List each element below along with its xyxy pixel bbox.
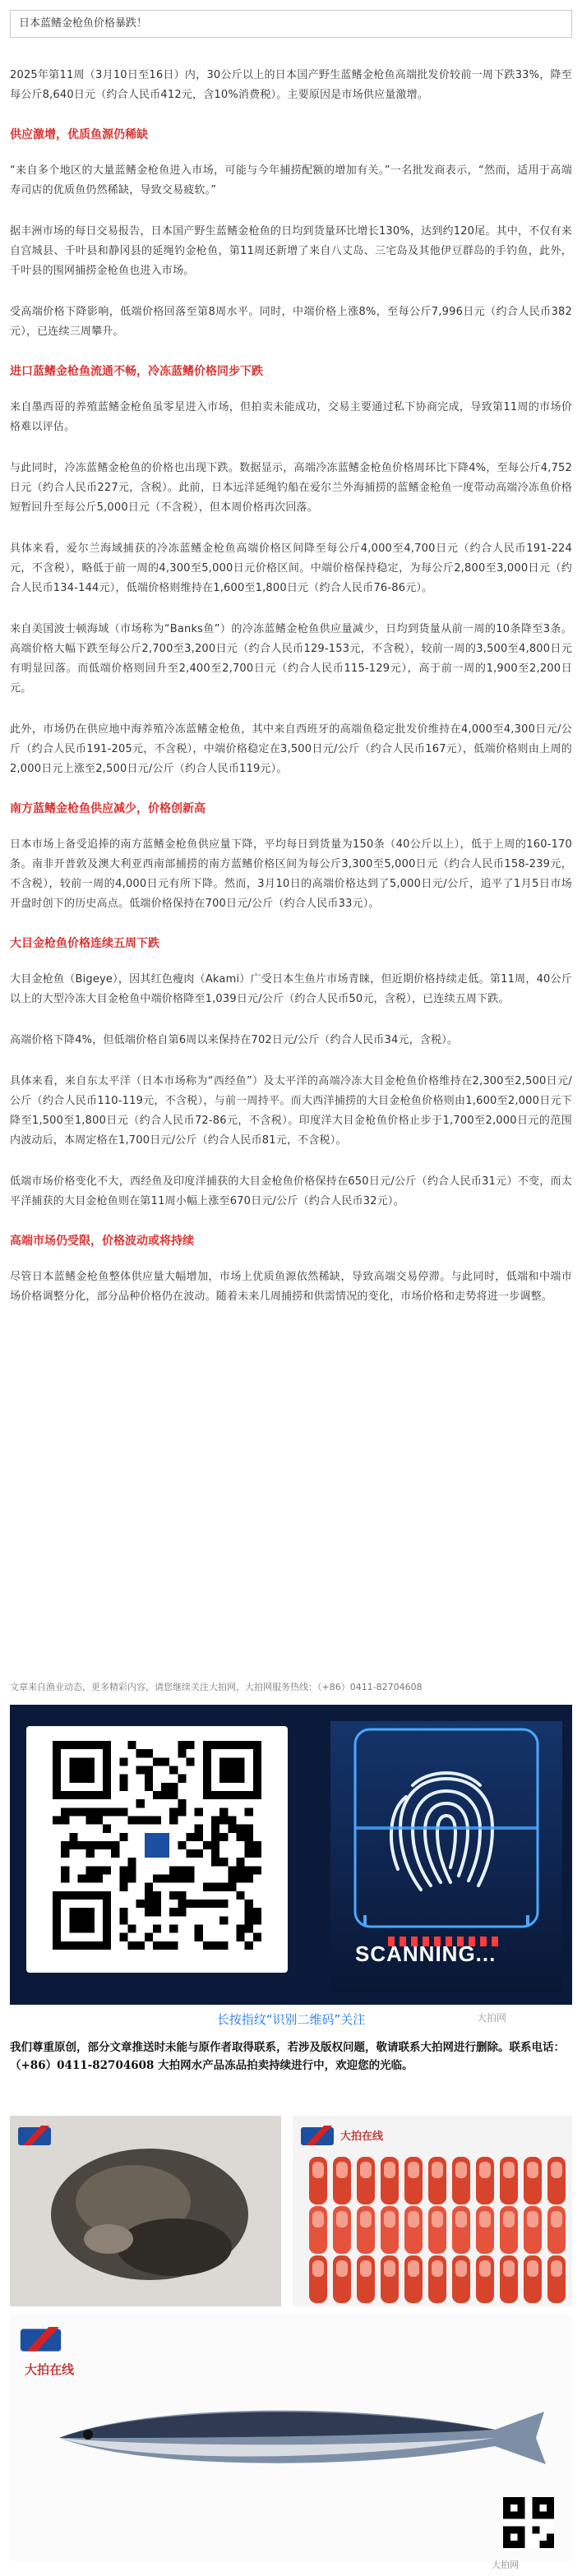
paragraph: 受高端价格下降影响，低端价格回落至第8周水平。同时，中端价格上涨8%，至每公斤7,996日元（约合人民币382元），已连续三周攀升。 xyxy=(10,306,572,338)
paragraph: 此外，市场仍在供应地中海养殖冷冻蓝鳍金枪鱼，其中来自西班牙的高端鱼稳定批发价维持在4,000至4,300日元/公斤（约合人民币191-205元，不含税），中端价格稳定在3,500日元/公斤（约合人民币167元），低端价格则由上周的2,000日元上涨至2,500日元/公斤（约合人民币119元）。 xyxy=(10,723,572,775)
saury-image xyxy=(10,2315,572,2561)
source-line: 文章来自渔业动态，更多精彩内容，请您继续关注大拍网，大拍网服务热线：（+86）0411-82704608 xyxy=(10,1682,423,1692)
crab-legs-photo xyxy=(293,2116,572,2306)
paragraph: 据丰洲市场的每日交易报告，日本国产野生蓝鳍金枪鱼的日均到货量环比增长130%，达到约120尾。其中，不仅有来自宫城县、千叶县和静冈县的延绳钓金枪鱼，第11周还新增了来自八丈岛、三宅岛及其他伊豆群岛的手钓鱼，此外，千叶县的围网捕捞金枪鱼也进入市场。 xyxy=(10,225,572,277)
qr-follow-banner xyxy=(10,1705,572,2005)
scanning-label: SCANNING... xyxy=(355,1941,497,1966)
small-qr-code-icon[interactable] xyxy=(503,2497,554,2548)
section-heading: 供应激增，优质鱼源仍稀缺 xyxy=(10,128,148,141)
paragraph: 高端价格下降4%，但低端价格自第6周以来保持在702日元/公斤（约合人民币34元，含税）。 xyxy=(10,1034,459,1046)
paragraph: 具体来看，爱尔兰海域捕获的冷冻蓝鳍金枪鱼高端价格区间降至每公斤4,000至4,700日元（约合人民币191-224元，不含税），略低于前一周的4,300至5,000日元价格区间。中端价格保持稳定，为每公斤2,800至3,000日元（约合人民币134-144元），低端价格则维持在1,600至1,800日元（约合人民币76-86元）。 xyxy=(10,542,572,594)
brand-logo-text: 大拍在线 xyxy=(340,2131,384,2143)
section-heading: 大目金枪鱼价格连续五周下跌 xyxy=(10,937,159,950)
section-heading: 进口蓝鳍金枪鱼流通不畅，冷冻蓝鳍价格同步下跌 xyxy=(10,365,263,378)
section-heading: 高端市场仍受限，价格波动或将持续 xyxy=(10,1235,194,1248)
paragraph: 2025年第11周（3月10日至16日）内，30公斤以上的日本国产野生蓝鳍金枪鱼高端批发价较前一周下跌33%，降至每公斤8,640日元（约合人民币412元，含10%消费税）。主要原因是市场供应量激增。 xyxy=(10,69,572,101)
qr-code-panel[interactable] xyxy=(26,1726,288,1973)
paragraph: 尽管日本蓝鳍金枪鱼整体供应量大幅增加，市场上优质鱼源依然稀缺，导致高端交易停滞。与此同时，低端和中端市场价格调整分化，部分品种价格仍在波动。随着未来几周捕捞和供需情况的变化，市场价格和走势将进一步调整。 xyxy=(10,1271,572,1303)
brand-logo-icon xyxy=(18,2323,67,2357)
qr-code-icon[interactable] xyxy=(53,1741,261,1950)
paragraph: 日本市场上备受追捧的南方蓝鳍金枪鱼供应量下降，平均每日到货量为150条（40公斤以上），低于上周的160-170条。南非开普敦及澳大利亚西南部捕捞的南方蓝鳍价格区间为每公斤3,300至5,000日元（约合人民币158-239元，不含税），较前一周的4,000日元有所下降。然而，3月10日的高端价格达到了5,000日元/公斤，追平了1月5日市场开盘时创下的历史高点。低端价格保持在700日元/公斤（约合人民币33元）。 xyxy=(10,838,572,910)
paragraph: 来自墨西哥的养殖蓝鳍金枪鱼虽零星进入市场，但拍卖未能成功，交易主要通过私下协商完成，导致第11周的市场价格难以评估。 xyxy=(10,401,572,433)
brand-logo-icon xyxy=(299,2122,339,2150)
footer-watermark: 大拍网 xyxy=(492,2560,519,2570)
banner-watermark: 大拍网 xyxy=(477,2012,507,2024)
qr-caption: 长按指纹“识别二维码”关注 xyxy=(216,2012,366,2027)
paragraph: 大目金枪鱼（Bigeye），因其红色瘦肉（Akami）广受日本生鱼片市场青睐，但近期价格持续走低。第11周，40公斤以上的大型冷冻大目金枪鱼中端价格降至1,039日元/公斤（约合人民币50元，含税），已连续五周下跌。 xyxy=(10,973,572,1005)
paragraph: 低端市场价格变化不大，西经鱼及印度洋捕获的大目金枪鱼价格保持在650日元/公斤（约合人民币31元）不变，而太平洋捕获的大目金枪鱼则在第11周小幅上涨至670日元/公斤（约合人民币32元）。 xyxy=(10,1175,572,1207)
article-title: 日本蓝鳍金枪鱼价格暴跌！ xyxy=(19,17,148,30)
brand-logo-icon xyxy=(16,2122,56,2150)
paragraph: “来自多个地区的大量蓝鳍金枪鱼进入市场，可能与今年捕捞配额的增加有关。”一名批发商表示，“然而，适用于高端寿司店的优质鱼仍然稀缺，导致交易疲软。” xyxy=(10,164,572,196)
paragraph: 具体来看，来自东太平洋（日本市场称为“西经鱼”）及太平洋的高端冷冻大目金枪鱼价格维持在2,300至2,500日元/公斤（约合人民币110-119元，不含税），与前一周持平。而大西洋捕捞的大目金枪鱼价格则由1,600至2,000日元下降至1,500至1,800日元（约合人民币72-86元，不含税）。印度洋大目金枪鱼价格止步于1,700至2,000日元的范围内波动后，本周定格在1,700日元/公斤（约合人民币81元，不含税）。 xyxy=(10,1075,572,1147)
paragraph: 与此同时，冷冻蓝鳍金枪鱼的价格也出现下跌。数据显示，高端冷冻蓝鳍金枪鱼价格周环比下降4%，至每公斤4,752日元（约合人民币227元，含税）。此前，日本远洋延绳钓船在爱尔兰外海捕捞的蓝鳍金枪鱼一度带动高端冷冻鱼价格短暂回升至每公斤5,000日元（不含税），但本周价格再次回落。 xyxy=(10,462,572,514)
brand-logo-text: 大拍在线 xyxy=(25,2362,75,2377)
saury-photo xyxy=(10,2315,572,2561)
article-body xyxy=(10,66,572,1328)
article-title-box xyxy=(10,10,572,38)
copyright-notice: 我们尊重原创，部分文章推送时未能与原作者取得联系，若涉及版权问题，敬请联系大拍网进行删除。联系电话：（+86）0411-82704608 大拍网水产品冻品拍卖持续进行中，欢迎您的光临。 xyxy=(10,2041,565,2072)
section-heading: 南方蓝鳍金枪鱼供应减少，价格创新高 xyxy=(10,802,206,815)
monkfish-photo xyxy=(10,2116,281,2306)
paragraph: 来自美国波士顿海域（市场称为“Banks鱼”）的冷冻蓝鳍金枪鱼供应量减少，日均到货量从前一周的10条降至3条。高端价格大幅下跌至每公斤2,700至3,200日元（约合人民币129-153元，不含税），较前一周的3,500至4,800日元有明显回落。而低端价格则回升至2,400至2,700日元（约合人民币115-129元），高于前一周的1,900至2,200日元。 xyxy=(10,623,572,695)
